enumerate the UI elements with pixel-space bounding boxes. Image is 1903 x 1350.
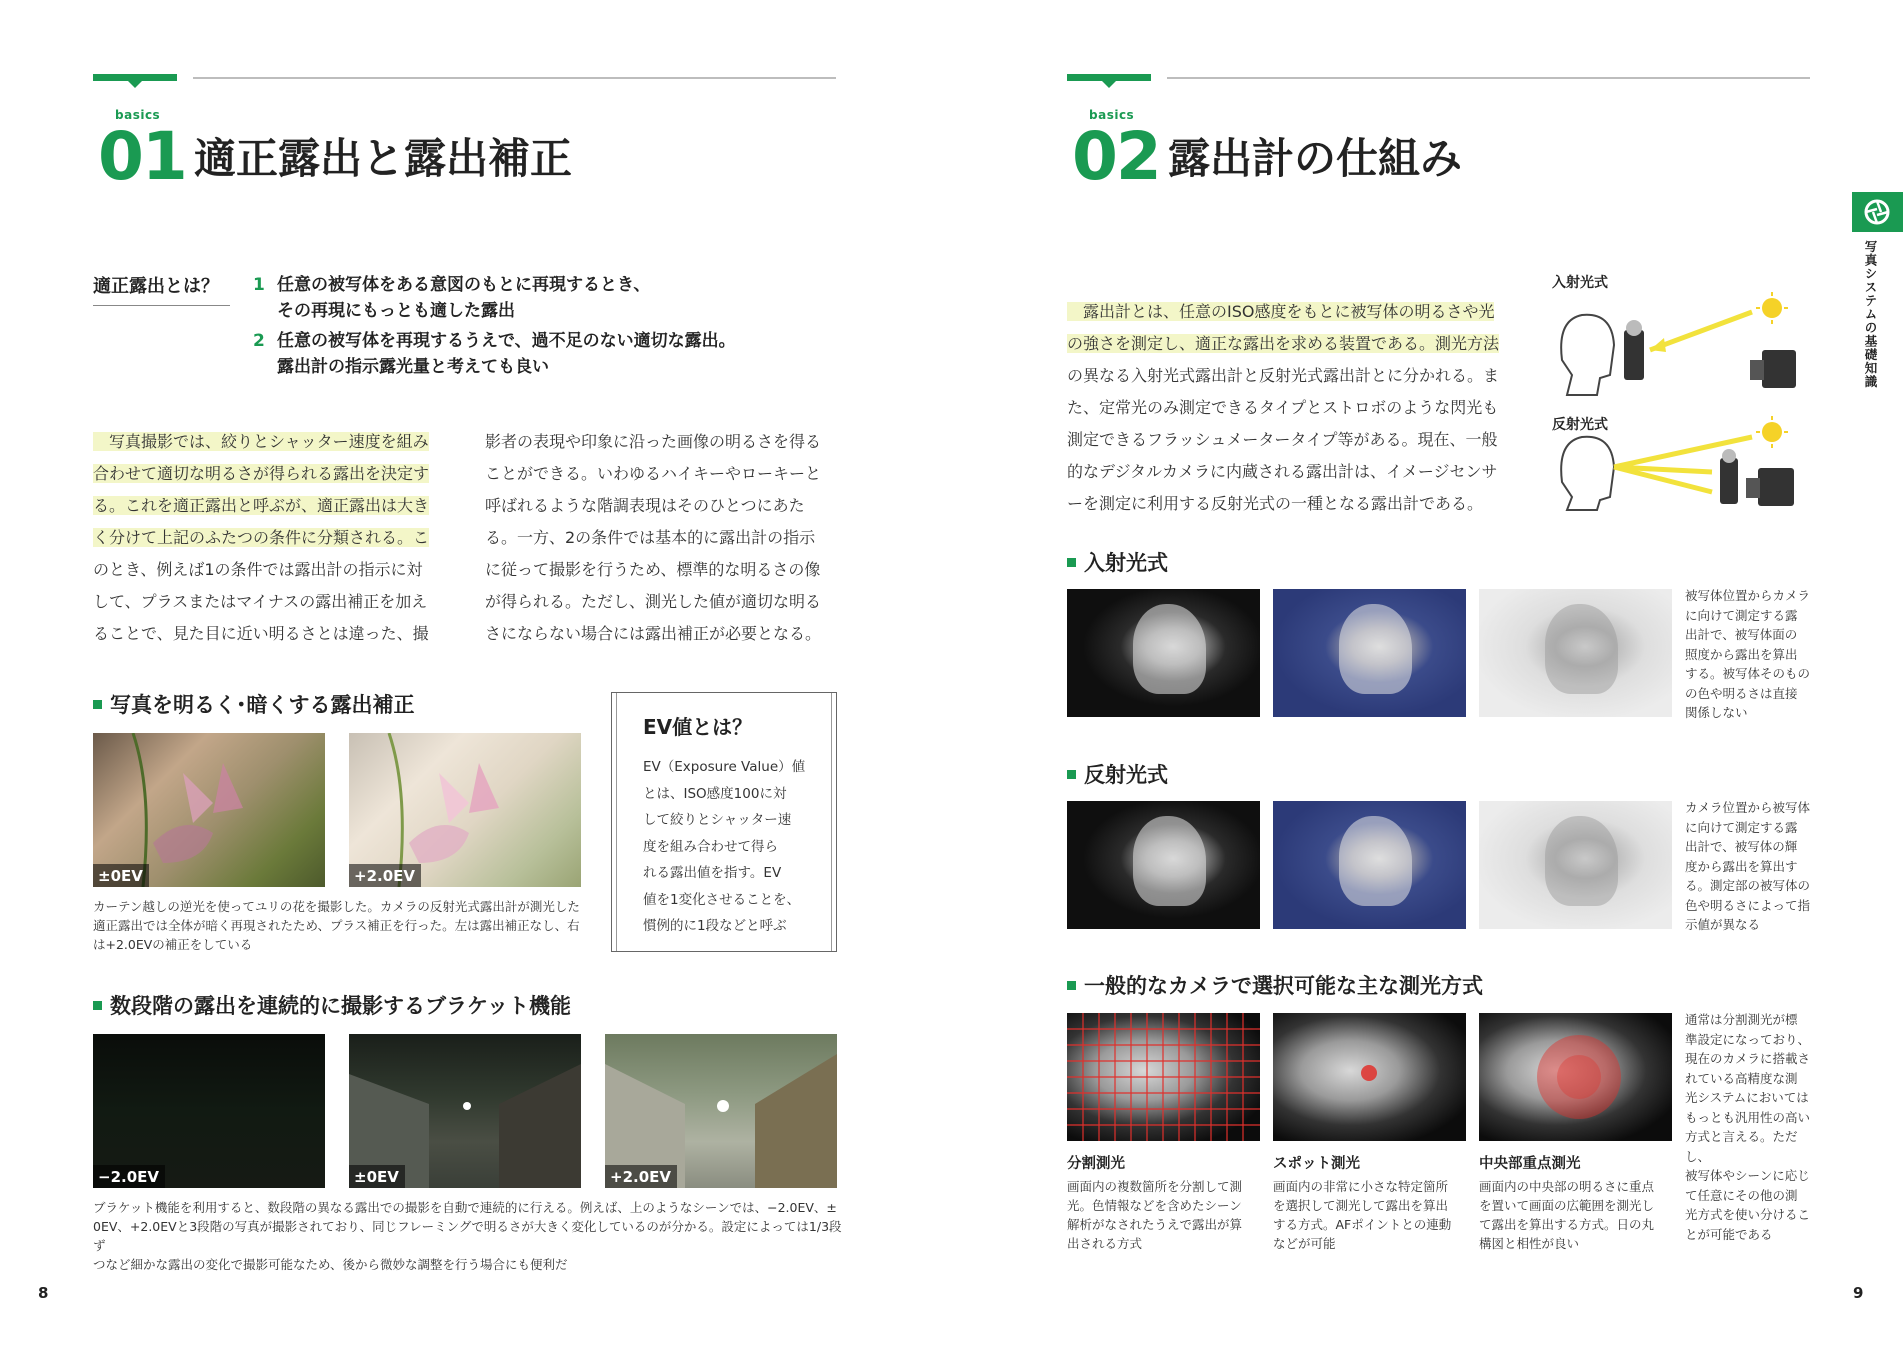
metering-grid-icon	[1067, 1013, 1260, 1141]
light-meter-icon	[1624, 330, 1644, 380]
body-line: ることで、見た目に近い明るさとは違った、撮	[93, 624, 429, 643]
exposure-label: +2.0EV	[605, 1165, 677, 1188]
body-line: ことができる。いわゆるハイキーやローキーと	[485, 464, 822, 483]
section-heading-exposure-compensation	[93, 689, 415, 719]
page-number-left: 8	[38, 1284, 49, 1302]
camera-icon	[1762, 350, 1796, 388]
section-number: 01	[98, 118, 186, 195]
caption-line: 方式と言える。ただし、	[1685, 1129, 1798, 1164]
section-heading-metering-modes	[1067, 970, 1483, 1000]
reflected-diagram-label: 反射光式	[1552, 417, 1608, 433]
sun-icon	[1762, 422, 1782, 442]
caption-line: れている高精度な測	[1685, 1070, 1798, 1086]
caption-line: 0EV、+2.0EVと3段階の写真が撮影されており、同じフレーミングで明るさが大きく変化しているのが分かる。設定によっては1/3段ず	[93, 1219, 842, 1253]
aperture-icon	[1852, 192, 1903, 232]
caption-line: て任意にその他の測	[1685, 1187, 1798, 1203]
metering-mode-desc	[1067, 1177, 1260, 1253]
caption-line: 出される方式	[1067, 1236, 1143, 1251]
header-rule	[193, 77, 836, 79]
definition-2-number: 2	[253, 331, 265, 351]
body-line: 露出計とは、任意のISO感度をもとに被写体の明るさや光	[1067, 302, 1495, 321]
body-line: 写真撮影では、絞りとシャッター速度を組み	[93, 432, 429, 451]
body-line: 影者の表現や印象に沿った画像の明るさを得る	[485, 432, 822, 451]
bust-icon	[1561, 437, 1614, 510]
intro-text	[1067, 296, 1527, 520]
caption-line: もっとも汎用性の高い	[1685, 1109, 1811, 1125]
ev-line: して絞りとシャッター速	[643, 812, 792, 828]
caption-line: 度から露出を算出す	[1685, 858, 1798, 874]
body-line: 呼ばれるような階調表現はそのひとつにあた	[485, 496, 805, 515]
header-notch	[128, 81, 142, 88]
section-heading-bracketing	[93, 990, 571, 1020]
caption-line: 画面内の中央部の明るさに重点	[1479, 1179, 1655, 1194]
ev-line: EV（Exposure Value）値	[643, 759, 806, 775]
section-heading-text: 一般的なカメラで選択可能な主な測光方式	[1084, 974, 1483, 998]
caption-line: に向けて測定する露	[1685, 607, 1798, 623]
metering-mode-desc	[1273, 1177, 1466, 1253]
header-accent-bar	[93, 74, 177, 81]
caption-line: 被写体位置からカメラ	[1685, 588, 1811, 603]
body-line: のとき、例えば1の条件では露出計の指示に対	[93, 560, 423, 579]
caption-line: を選択して測光して露出を算出	[1273, 1198, 1449, 1213]
caption-line: 色や明るさによって指	[1685, 897, 1811, 913]
caption-line: する。被写体そのもの	[1685, 666, 1811, 681]
caption-line: の色や明るさは直接	[1685, 685, 1798, 701]
body-line: の異なる入射光式露出計と反射光式露出計とに分かれる。ま	[1067, 366, 1500, 385]
incident-diagram-label: 入射光式	[1552, 275, 1608, 291]
sidebar-chapter-label: 写真システムの基礎知識	[1863, 240, 1878, 389]
alley-photo-0ev	[349, 1034, 581, 1188]
body-line: る。これを適正露出と呼ぶが、適正露出は大き	[93, 496, 430, 515]
definition-2	[253, 328, 736, 380]
exposure-label: −2.0EV	[93, 1165, 165, 1188]
body-line: に従って撮影を行うため、標準的な明るさの像	[485, 560, 821, 579]
caption-line: とが可能である	[1685, 1226, 1773, 1242]
header-rule	[1167, 77, 1810, 79]
caption-line: に向けて測定する露	[1685, 819, 1798, 835]
definition-1	[253, 272, 650, 324]
body-line: た、定常光のみ測定できるタイプとストロボのような閃光も	[1067, 398, 1499, 417]
body-line: 的なデジタルカメラに内蔵される露出計は、イメージセンサ	[1067, 462, 1498, 481]
spot-metering-icon	[1273, 1013, 1466, 1141]
alley-photo-minus2ev	[93, 1034, 325, 1188]
ev-box-text	[643, 754, 805, 940]
body-line: 測定できるフラッシュメータータイプ等がある。現在、一般	[1067, 430, 1498, 449]
caption-line: 解析がなされたうえで露出が算	[1067, 1217, 1243, 1232]
center-weighted-metering-photo	[1479, 1013, 1672, 1141]
page-title: 適正露出と露出補正	[194, 134, 573, 183]
body-line: く分けて上記のふたつの条件に分類される。こ	[93, 528, 430, 547]
body-line: ーを測定に利用する反射光式の一種となる露出計である。	[1067, 494, 1484, 513]
camera-icon	[1758, 468, 1794, 506]
basics-label: basics	[1089, 108, 1135, 122]
bracket-caption	[93, 1198, 845, 1274]
body-column-2	[485, 426, 845, 650]
light-meter-icon	[1720, 458, 1738, 504]
caption-line: 出計で、被写体の輝	[1685, 839, 1798, 854]
caption-line: する方式。AFポイントとの連動	[1273, 1217, 1452, 1232]
caption-line: 適正露出では全体が暗く再現されたため、プラス補正を行った。左は露出補正なし、右	[93, 918, 580, 933]
caption-line: 現在のカメラに搭載さ	[1685, 1051, 1811, 1066]
sidebar-chapter-tab	[1852, 192, 1903, 232]
definition-1-line2: その再現にもっとも適した露出	[277, 301, 515, 321]
sun-icon	[1762, 298, 1782, 318]
header-notch	[1102, 81, 1116, 88]
caption-line: カメラ位置から被写体	[1685, 800, 1811, 815]
caption-line: 被写体やシーンに応じ	[1685, 1168, 1810, 1183]
ev-line: 慣例的に1段などと呼ぶ	[643, 918, 787, 934]
metering-mode-name: スポット測光	[1273, 1156, 1360, 1172]
caption-line: 出計で、被写体面の	[1685, 627, 1798, 642]
caption-line: 照度から露出を算出	[1685, 646, 1798, 662]
statue-photo-reflected-blue	[1273, 801, 1466, 929]
light-ray-arrow	[1650, 312, 1752, 350]
caption-line: は+2.0EVの補正をしている	[93, 937, 253, 952]
bullet-square-icon	[1067, 770, 1076, 779]
section-heading-text: 数段階の露出を連続的に撮影するブラケット機能	[110, 994, 571, 1018]
ev-line: とは、ISO感度100に対	[643, 785, 787, 802]
caption-line: 光方式を使い分けるこ	[1685, 1207, 1811, 1222]
metering-modes-caption	[1685, 1010, 1815, 1244]
caption-line: 関係しない	[1685, 705, 1748, 720]
metering-mode-center-weighted	[1479, 1152, 1672, 1253]
lily-photo-0ev	[93, 733, 325, 887]
section-number: 02	[1072, 118, 1160, 195]
ev-line: 度を組み合わせて得ら	[643, 838, 778, 855]
exposure-label: +2.0EV	[349, 864, 421, 887]
section-heading-text: 入射光式	[1084, 551, 1168, 575]
ev-line: 値を1変化させることを、	[643, 891, 801, 908]
lily-caption	[93, 897, 593, 954]
caption-line: 画面内の非常に小さな特定箇所	[1273, 1179, 1449, 1194]
caption-line: 通常は分割測光が標	[1685, 1012, 1798, 1027]
incident-caption	[1685, 586, 1815, 723]
caption-line: る。測定部の被写体の	[1685, 878, 1811, 893]
section-heading-text: 反射光式	[1084, 763, 1168, 787]
section-heading-text: 写真を明るく･暗くする露出補正	[110, 693, 415, 717]
ev-box-title: EV値とは？	[643, 715, 753, 739]
body-line: る。一方、2の条件では基本的に露出計の指示	[485, 528, 816, 547]
statue-photo-incident-white	[1479, 589, 1672, 717]
center-weighted-icon	[1479, 1013, 1672, 1141]
metering-mode-evaluative	[1067, 1152, 1260, 1253]
caption-line: などが可能	[1273, 1236, 1336, 1251]
caption-line: 示値が異なる	[1685, 917, 1761, 932]
body-line: 合わせて適切な明るさが得られる露出を決定す	[93, 464, 430, 483]
bust-icon	[1561, 315, 1614, 395]
statue-photo-reflected-white	[1479, 801, 1672, 929]
page-number-right: 9	[1853, 1284, 1864, 1302]
basics-label: basics	[115, 108, 161, 122]
metering-mode-name: 分割測光	[1067, 1156, 1125, 1172]
exposure-label: ±0EV	[93, 864, 149, 887]
section-heading-reflected	[1067, 759, 1168, 789]
caption-line: 光。色情報などを含めたシーン	[1067, 1198, 1242, 1213]
bullet-square-icon	[93, 700, 102, 709]
metering-mode-spot	[1273, 1152, 1466, 1253]
statue-photo-incident-blue	[1273, 589, 1466, 717]
reflected-light-diagram	[1552, 412, 1807, 512]
bullet-square-icon	[1067, 558, 1076, 567]
definition-1-line1: 任意の被写体をある意図のもとに再現するとき、	[277, 275, 651, 295]
caption-line: ブラケット機能を利用すると、数段階の異なる露出での撮影を自動で連続的に行える。例えば、上のようなシーンでは、−2.0EV、±	[93, 1200, 837, 1215]
body-line: さにならない場合には露出補正が必要となる。	[485, 624, 822, 643]
body-column-1	[93, 426, 453, 650]
definition-2-line2: 露出計の指示露光量と考えても良い	[277, 357, 549, 377]
metering-mode-desc	[1479, 1177, 1672, 1253]
section-heading-incident	[1067, 547, 1168, 577]
evaluative-metering-photo	[1067, 1013, 1260, 1141]
header-accent-bar	[1067, 74, 1151, 81]
definition-heading: 適正露出とは？	[93, 276, 219, 297]
bullet-square-icon	[93, 1001, 102, 1010]
caption-line: 画面内の複数箇所を分割して測	[1067, 1179, 1243, 1194]
definition-2-line1: 任意の被写体を再現するうえで、過不足のない適切な露出。	[277, 331, 736, 351]
definition-underline	[93, 305, 230, 306]
definition-1-number: 1	[253, 275, 265, 295]
caption-line: つなど細かな露出の変化で撮影可能なため、後から微妙な調整を行う場合にも便利だ	[93, 1257, 568, 1272]
caption-line: 構図と相性が良い	[1479, 1236, 1580, 1251]
reflected-caption	[1685, 798, 1815, 935]
ev-line: れる露出値を指す。EV	[643, 865, 782, 881]
spot-metering-photo	[1273, 1013, 1466, 1141]
statue-photo-incident-dark	[1067, 589, 1260, 717]
ev-info-box	[611, 692, 837, 952]
lily-photo-plus2ev	[349, 733, 581, 887]
exposure-label: ±0EV	[349, 1165, 405, 1188]
body-line: が得られる。ただし、測光した値が適切な明る	[485, 592, 822, 611]
incident-light-diagram	[1552, 290, 1807, 400]
statue-photo-reflected-dark	[1067, 801, 1260, 929]
metering-mode-name: 中央部重点測光	[1479, 1156, 1581, 1172]
body-line: して、プラスまたはマイナスの露出補正を加え	[93, 592, 428, 611]
alley-photo-plus2ev	[605, 1034, 837, 1188]
body-line: の強さを測定し、適正な露出を求める装置である。測光方法	[1067, 334, 1500, 353]
page-title: 露出計の仕組み	[1168, 134, 1463, 183]
caption-line: を置いて画面の広範囲を測光し	[1479, 1198, 1655, 1213]
caption-line: 準設定になっており、	[1685, 1031, 1811, 1047]
caption-line: て露出を算出する方式。日の丸	[1479, 1217, 1655, 1232]
caption-line: 光システムにおいては	[1685, 1090, 1809, 1105]
bullet-square-icon	[1067, 981, 1076, 990]
caption-line: カーテン越しの逆光を使ってユリの花を撮影した。カメラの反射光式露出計が測光した	[93, 899, 580, 914]
